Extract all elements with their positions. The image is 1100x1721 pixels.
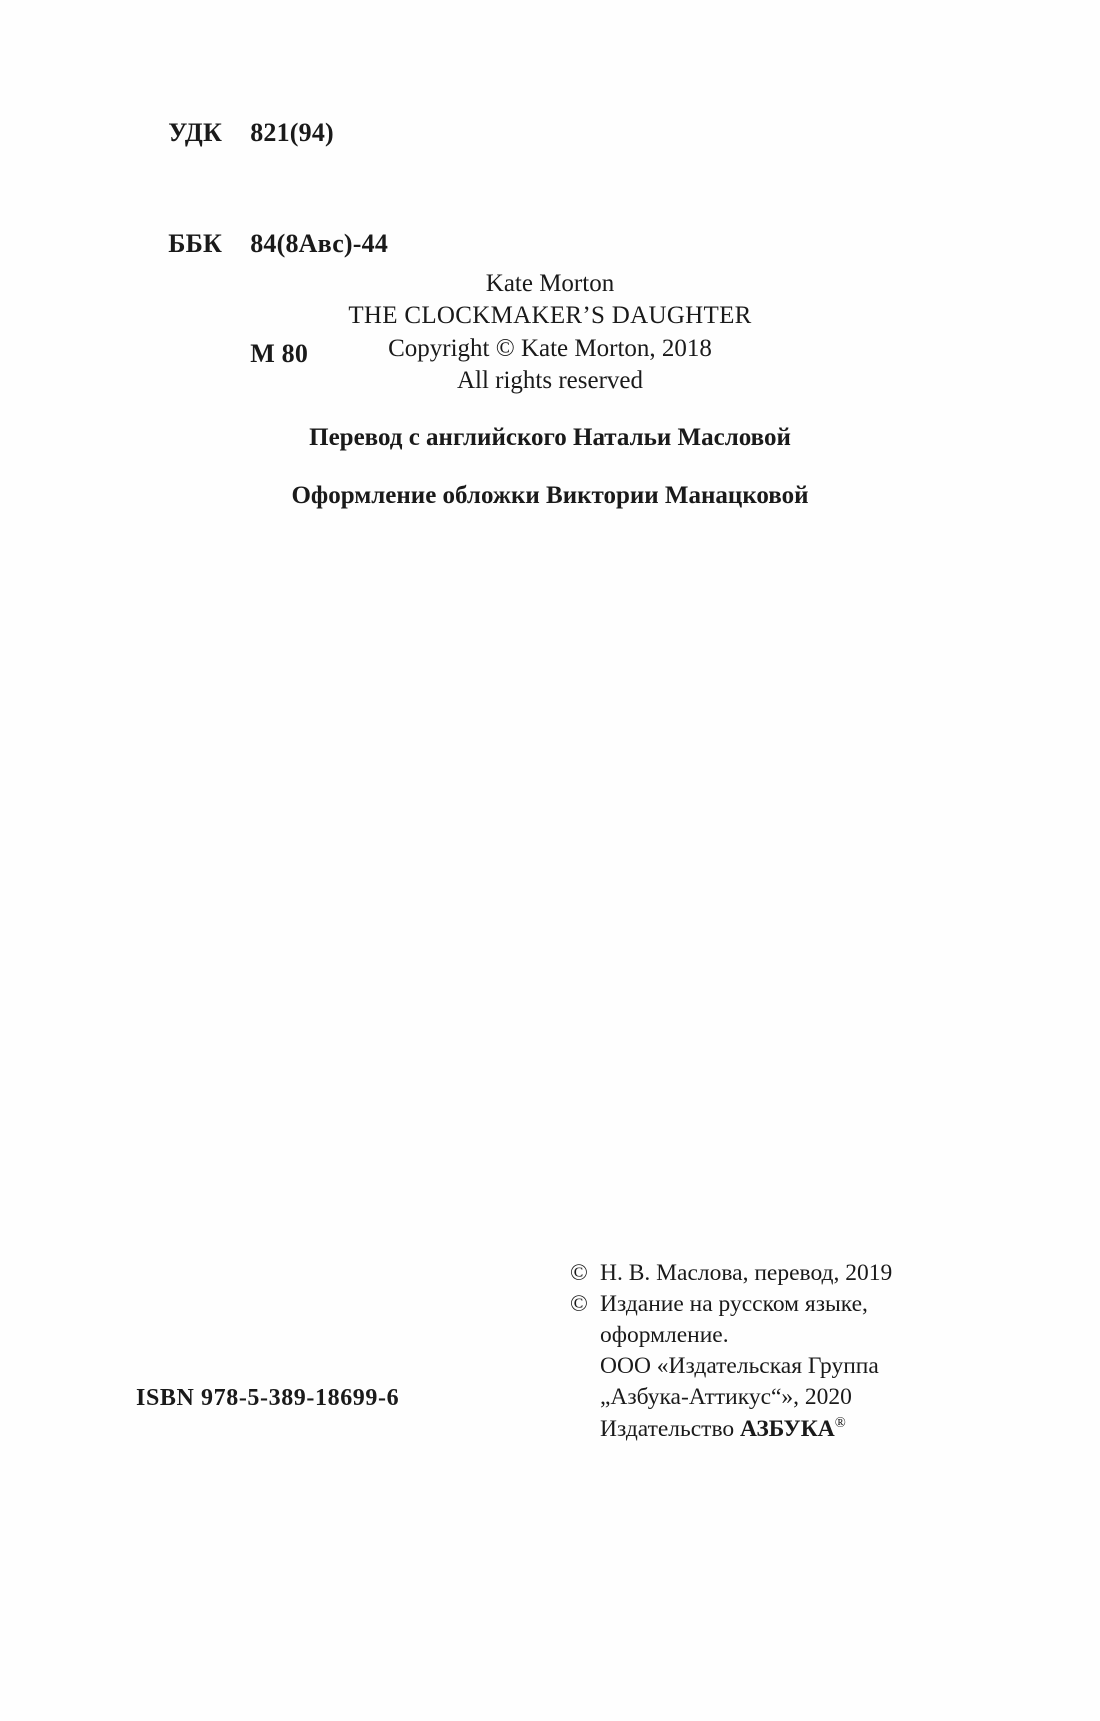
rights-edition-line: [570, 1289, 1070, 1320]
cover-design-credit: Оформление обложки Виктории Манацковой: [291, 482, 809, 509]
isbn: ISBN 978-5-389-18699-6: [136, 1385, 400, 1411]
rights-company-line-2: „Азбука-Аттикус“», 2020: [600, 1384, 852, 1411]
translation-credit: Перевод с английского Натальи Масловой: [309, 424, 791, 451]
original-author: Kate Morton: [485, 270, 615, 297]
bbk-value: 84(8Авс)-44: [250, 228, 389, 258]
udk-row: [128, 78, 388, 189]
copyright-mark-icon-2: ©: [570, 1291, 588, 1318]
original-rights-reserved: All rights reserved: [456, 366, 644, 394]
udk-label: УДК: [168, 117, 222, 147]
rights-edition-text: Издание на русском языке,: [600, 1291, 868, 1318]
original-copyright: Copyright © Kate Morton, 2018: [388, 334, 712, 362]
rights-edition-line-2: оформление.: [600, 1322, 729, 1349]
rights-block: [570, 1258, 1070, 1445]
rights-company-line: ООО «Издательская Группа: [600, 1353, 879, 1380]
rights-translator-text: Н. В. Маслова, перевод, 2019: [600, 1260, 893, 1286]
original-edition-block: [0, 268, 1100, 397]
registered-mark-icon: ®: [834, 1415, 846, 1432]
original-title: THE CLOCKMAKER’S DAUGHTER: [348, 302, 752, 330]
copyright-mark-icon: ©: [570, 1260, 588, 1286]
author-code-value: М 80: [250, 339, 309, 369]
publisher-prefix: Издательство: [600, 1416, 741, 1443]
bbk-label: ББК: [168, 228, 223, 258]
rights-translator-line: [570, 1258, 1070, 1289]
udk-value: 821(94): [250, 117, 334, 147]
publisher-line: [570, 1414, 1070, 1445]
credits-block: [0, 424, 1100, 510]
publisher-brand: АЗБУКА: [740, 1416, 835, 1443]
